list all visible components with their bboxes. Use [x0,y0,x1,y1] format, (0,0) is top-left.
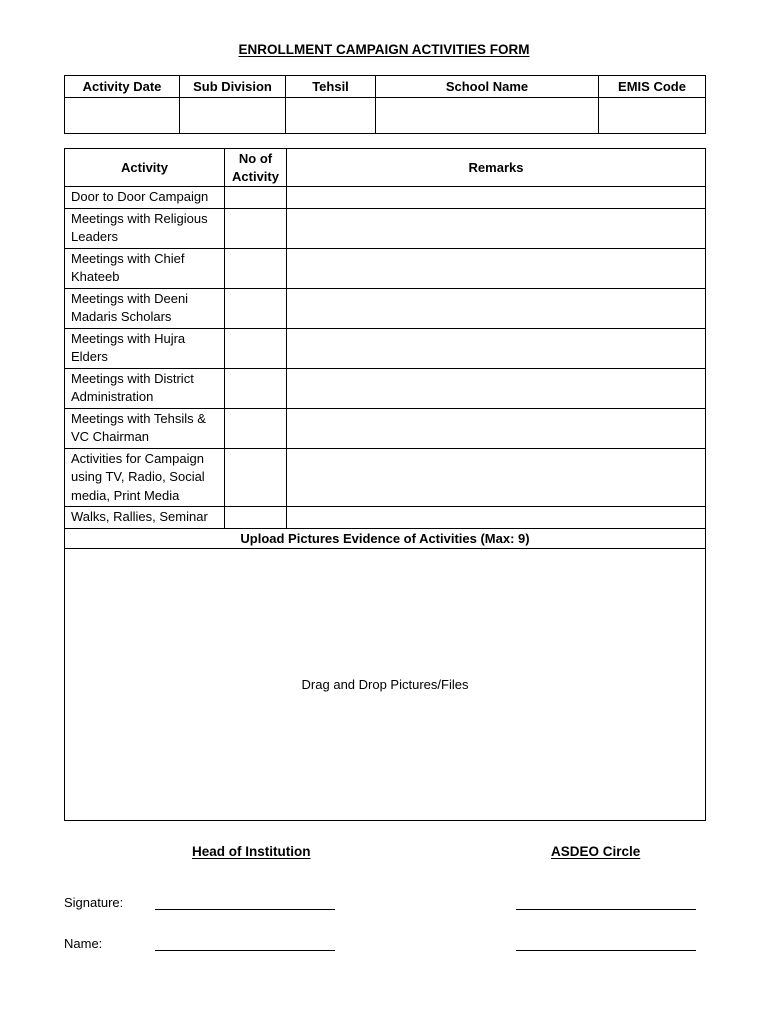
table-row [65,288,706,328]
activity-label: Walks, Rallies, Seminar [65,507,225,529]
hoi-signature-line[interactable] [155,909,335,910]
table-row [65,368,706,408]
activity-label: Activities for Campaign using TV, Radio, Social media, Print Media [65,448,225,507]
count-field[interactable] [225,448,287,507]
remarks-field[interactable] [287,408,706,448]
form-title-text: ENROLLMENT CAMPAIGN ACTIVITIES FORM [238,42,530,57]
activity-table [64,148,706,821]
header-sub-division: Sub Division [180,76,286,98]
remarks-field[interactable] [287,448,706,507]
upload-dropzone[interactable]: Drag and Drop Pictures/Files [65,548,706,820]
activity-label: Meetings with Hujra Elders [65,328,225,368]
asdeo-signature-line[interactable] [516,909,696,910]
name-label: Name: [64,936,103,951]
form-title [0,42,768,57]
remarks-field[interactable] [287,328,706,368]
activity-label: Door to Door Campaign [65,187,225,209]
count-field[interactable] [225,248,287,288]
activity-header-row [65,149,706,187]
activity-label: Meetings with Chief Khateeb [65,248,225,288]
upload-header: Upload Pictures Evidence of Activities (Max: 9) [65,528,706,548]
count-field[interactable] [225,328,287,368]
header-remarks: Remarks [287,149,706,187]
school-name-field[interactable] [376,98,599,134]
asdeo-circle-heading: ASDEO Circle [551,844,641,859]
table-row [65,408,706,448]
count-field[interactable] [225,368,287,408]
table-row [65,328,706,368]
count-field[interactable] [225,288,287,328]
signature-label: Signature: [64,895,124,910]
header-no-of-activity: No of Activity [225,149,287,187]
info-input-row [65,98,706,134]
hoi-name-line[interactable] [155,950,335,951]
emis-code-field[interactable] [599,98,706,134]
remarks-field[interactable] [287,507,706,529]
header-activity-date: Activity Date [65,76,180,98]
activity-date-field[interactable] [65,98,180,134]
remarks-field[interactable] [287,187,706,209]
activity-label: Meetings with Deeni Madaris Scholars [65,288,225,328]
remarks-field[interactable] [287,288,706,328]
header-school-name: School Name [376,76,599,98]
remarks-field[interactable] [287,248,706,288]
info-table [64,75,706,134]
remarks-field[interactable] [287,208,706,248]
tehsil-field[interactable] [286,98,376,134]
table-row [65,448,706,507]
activity-label: Meetings with District Administration [65,368,225,408]
activity-label: Meetings with Tehsils & VC Chairman [65,408,225,448]
asdeo-name-line[interactable] [516,950,696,951]
head-of-institution-heading: Head of Institution [192,844,311,859]
table-row [65,208,706,248]
upload-header-row [65,528,706,548]
header-emis-code: EMIS Code [599,76,706,98]
count-field[interactable] [225,208,287,248]
count-field[interactable] [225,408,287,448]
header-activity: Activity [65,149,225,187]
sub-division-field[interactable] [180,98,286,134]
remarks-field[interactable] [287,368,706,408]
table-row [65,248,706,288]
count-field[interactable] [225,187,287,209]
upload-zone-row [65,548,706,820]
table-row [65,187,706,209]
info-header-row [65,76,706,98]
table-row [65,507,706,529]
count-field[interactable] [225,507,287,529]
activity-label: Meetings with Religious Leaders [65,208,225,248]
header-tehsil: Tehsil [286,76,376,98]
